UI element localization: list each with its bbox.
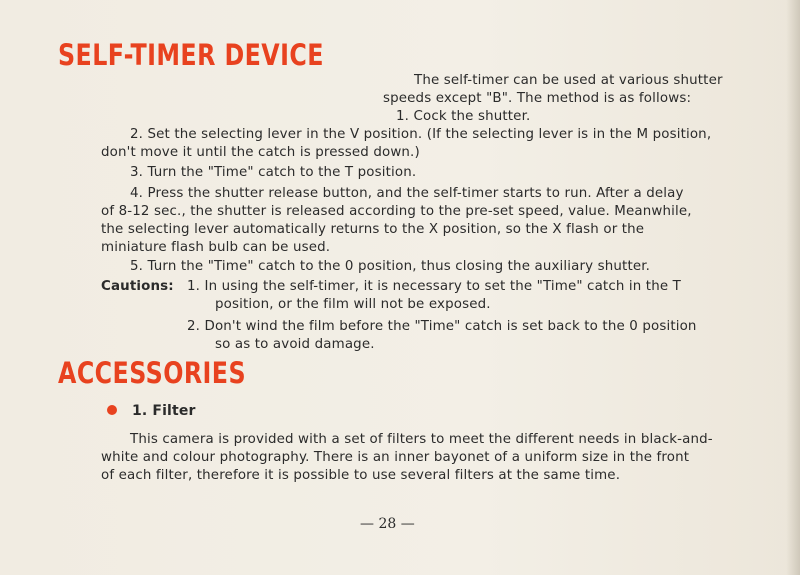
heading-accessories: ACCESSORIES <box>58 356 246 390</box>
intro-line-2: speeds except "B". The method is as follows: <box>383 91 692 106</box>
step-1: 1. Cock the shutter. <box>396 109 531 124</box>
filter-line-2: white and colour photography. There is an inner bayonet of a uniform size in the front <box>101 450 690 465</box>
step-4-line-1: 4. Press the shutter release button, and the self-timer starts to run. After a delay <box>130 186 684 201</box>
bullet-icon <box>107 405 117 415</box>
page-number: — 28 — <box>360 516 415 532</box>
step-4-line-4: miniature flash bulb can be used. <box>101 240 331 255</box>
caution-1-line-2: position, or the film will not be exposed. <box>215 297 491 312</box>
intro-line-1: The self-timer can be used at various shutter <box>414 73 723 88</box>
page-edge-shadow <box>786 0 800 575</box>
filter-line-3: of each filter, therefore it is possible to use several filters at the same time. <box>101 468 621 483</box>
step-3: 3. Turn the "Time" catch to the T position. <box>130 165 417 180</box>
filter-title: 1. Filter <box>132 403 196 419</box>
caution-2-line-1: 2. Don't wind the film before the "Time" catch is set back to the 0 position <box>187 319 697 334</box>
step-5: 5. Turn the "Time" catch to the 0 position, thus closing the auxiliary shutter. <box>130 259 651 274</box>
step-4-line-3: the selecting lever automatically returns to the X position, so the X flash or the <box>101 222 645 237</box>
cautions-label: Cautions: <box>101 279 174 294</box>
heading-self-timer: SELF-TIMER DEVICE <box>58 38 324 72</box>
filter-line-1: This camera is provided with a set of filters to meet the different needs in black-and- <box>130 432 713 447</box>
step-2-line-2: don't move it until the catch is pressed down.) <box>101 145 420 160</box>
caution-2-line-2: so as to avoid damage. <box>215 337 375 352</box>
caution-1-line-1: 1. In using the self-timer, it is necessary to set the "Time" catch in the T <box>187 279 681 294</box>
step-2-line-1: 2. Set the selecting lever in the V position. (If the selecting lever is in the M position, <box>130 127 712 142</box>
step-4-line-2: of 8-12 sec., the shutter is released according to the pre-set speed, value. Meanwhile, <box>101 204 692 219</box>
